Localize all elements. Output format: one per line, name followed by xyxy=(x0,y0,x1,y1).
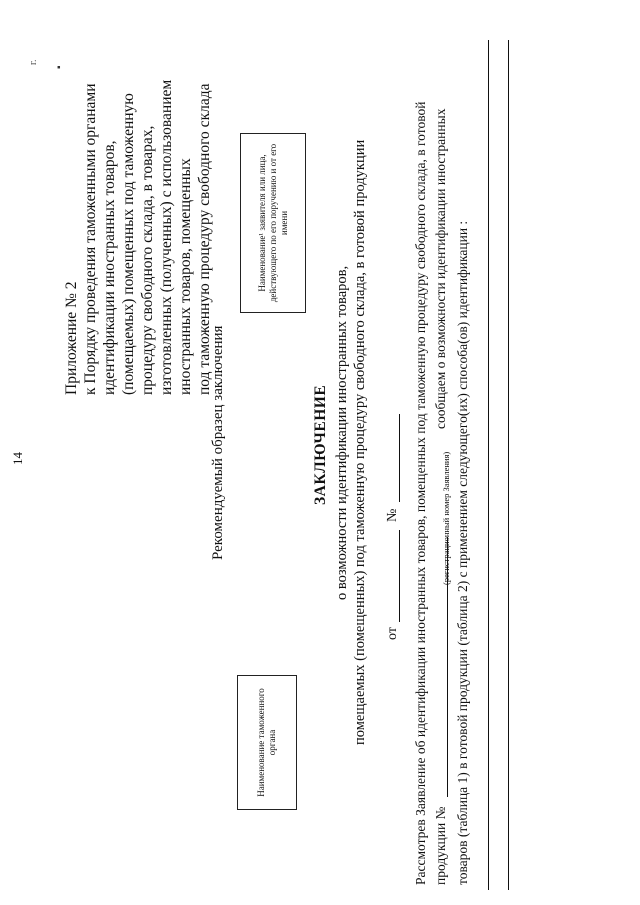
appendix-header xyxy=(62,80,214,395)
applicant-name-box: Наименование¹ заявителя или лица, действующего по его поручению и от его имени xyxy=(240,133,306,313)
answer-line-2 xyxy=(508,40,509,890)
customs-authority-box: Наименование таможенного органа xyxy=(237,675,297,810)
body-line-1: Рассмотрев Заявление об идентификации иностранных товаров, помещенных под таможенную процедуру свободного склада, в готовой xyxy=(413,101,428,885)
date-number-row xyxy=(385,508,401,640)
answer-line-1 xyxy=(488,40,489,890)
appendix-line: иностранных товаров, помещенных xyxy=(177,158,194,395)
recommended-sample-label: Рекомендуемый образец заключения xyxy=(210,325,226,560)
corner-mark: г. xyxy=(28,59,39,65)
registration-number-caption: (регистрационный номер Заявления) xyxy=(441,451,451,585)
number-blank-line xyxy=(399,414,400,502)
appendix-line: Приложение № 2 xyxy=(63,281,80,395)
date-blank-line xyxy=(399,530,400,622)
body-line-2-end: сообщаем о возможности идентификации иностранных xyxy=(433,108,448,429)
appendix-line: идентификации иностранных товаров, xyxy=(101,140,118,395)
appendix-line: к Порядку проведения таможенными органами xyxy=(82,83,99,395)
document-subtitle-line2: помещаемых (помещенных) под таможенную процедуру свободного склада, в готовой продукции xyxy=(352,139,368,745)
document-title: ЗАКЛЮЧЕНИЕ xyxy=(312,384,329,505)
body-line-2-start: продукции № xyxy=(433,806,448,885)
corner-dot: ▪ xyxy=(54,65,65,69)
from-label: от xyxy=(385,627,400,640)
appendix-line: изготовленных (полученных) с использованием xyxy=(158,79,175,395)
appendix-line: (помещаемых) помещенных под таможенную xyxy=(120,93,137,395)
appendix-line: процедуру свободного склада, в товарах, xyxy=(139,125,156,395)
number-label: № xyxy=(385,508,400,522)
page-number: 14 xyxy=(10,452,25,465)
appendix-line: под таможенную процедуру свободного склада xyxy=(196,83,213,395)
document-subtitle-line1: о возможности идентификации иностранных товаров, xyxy=(334,265,350,600)
body-line-3: товаров (таблица 1) в готовой продукции (таблица 2) с применением следующего(их) способа(ов) идентификации : xyxy=(455,220,470,885)
